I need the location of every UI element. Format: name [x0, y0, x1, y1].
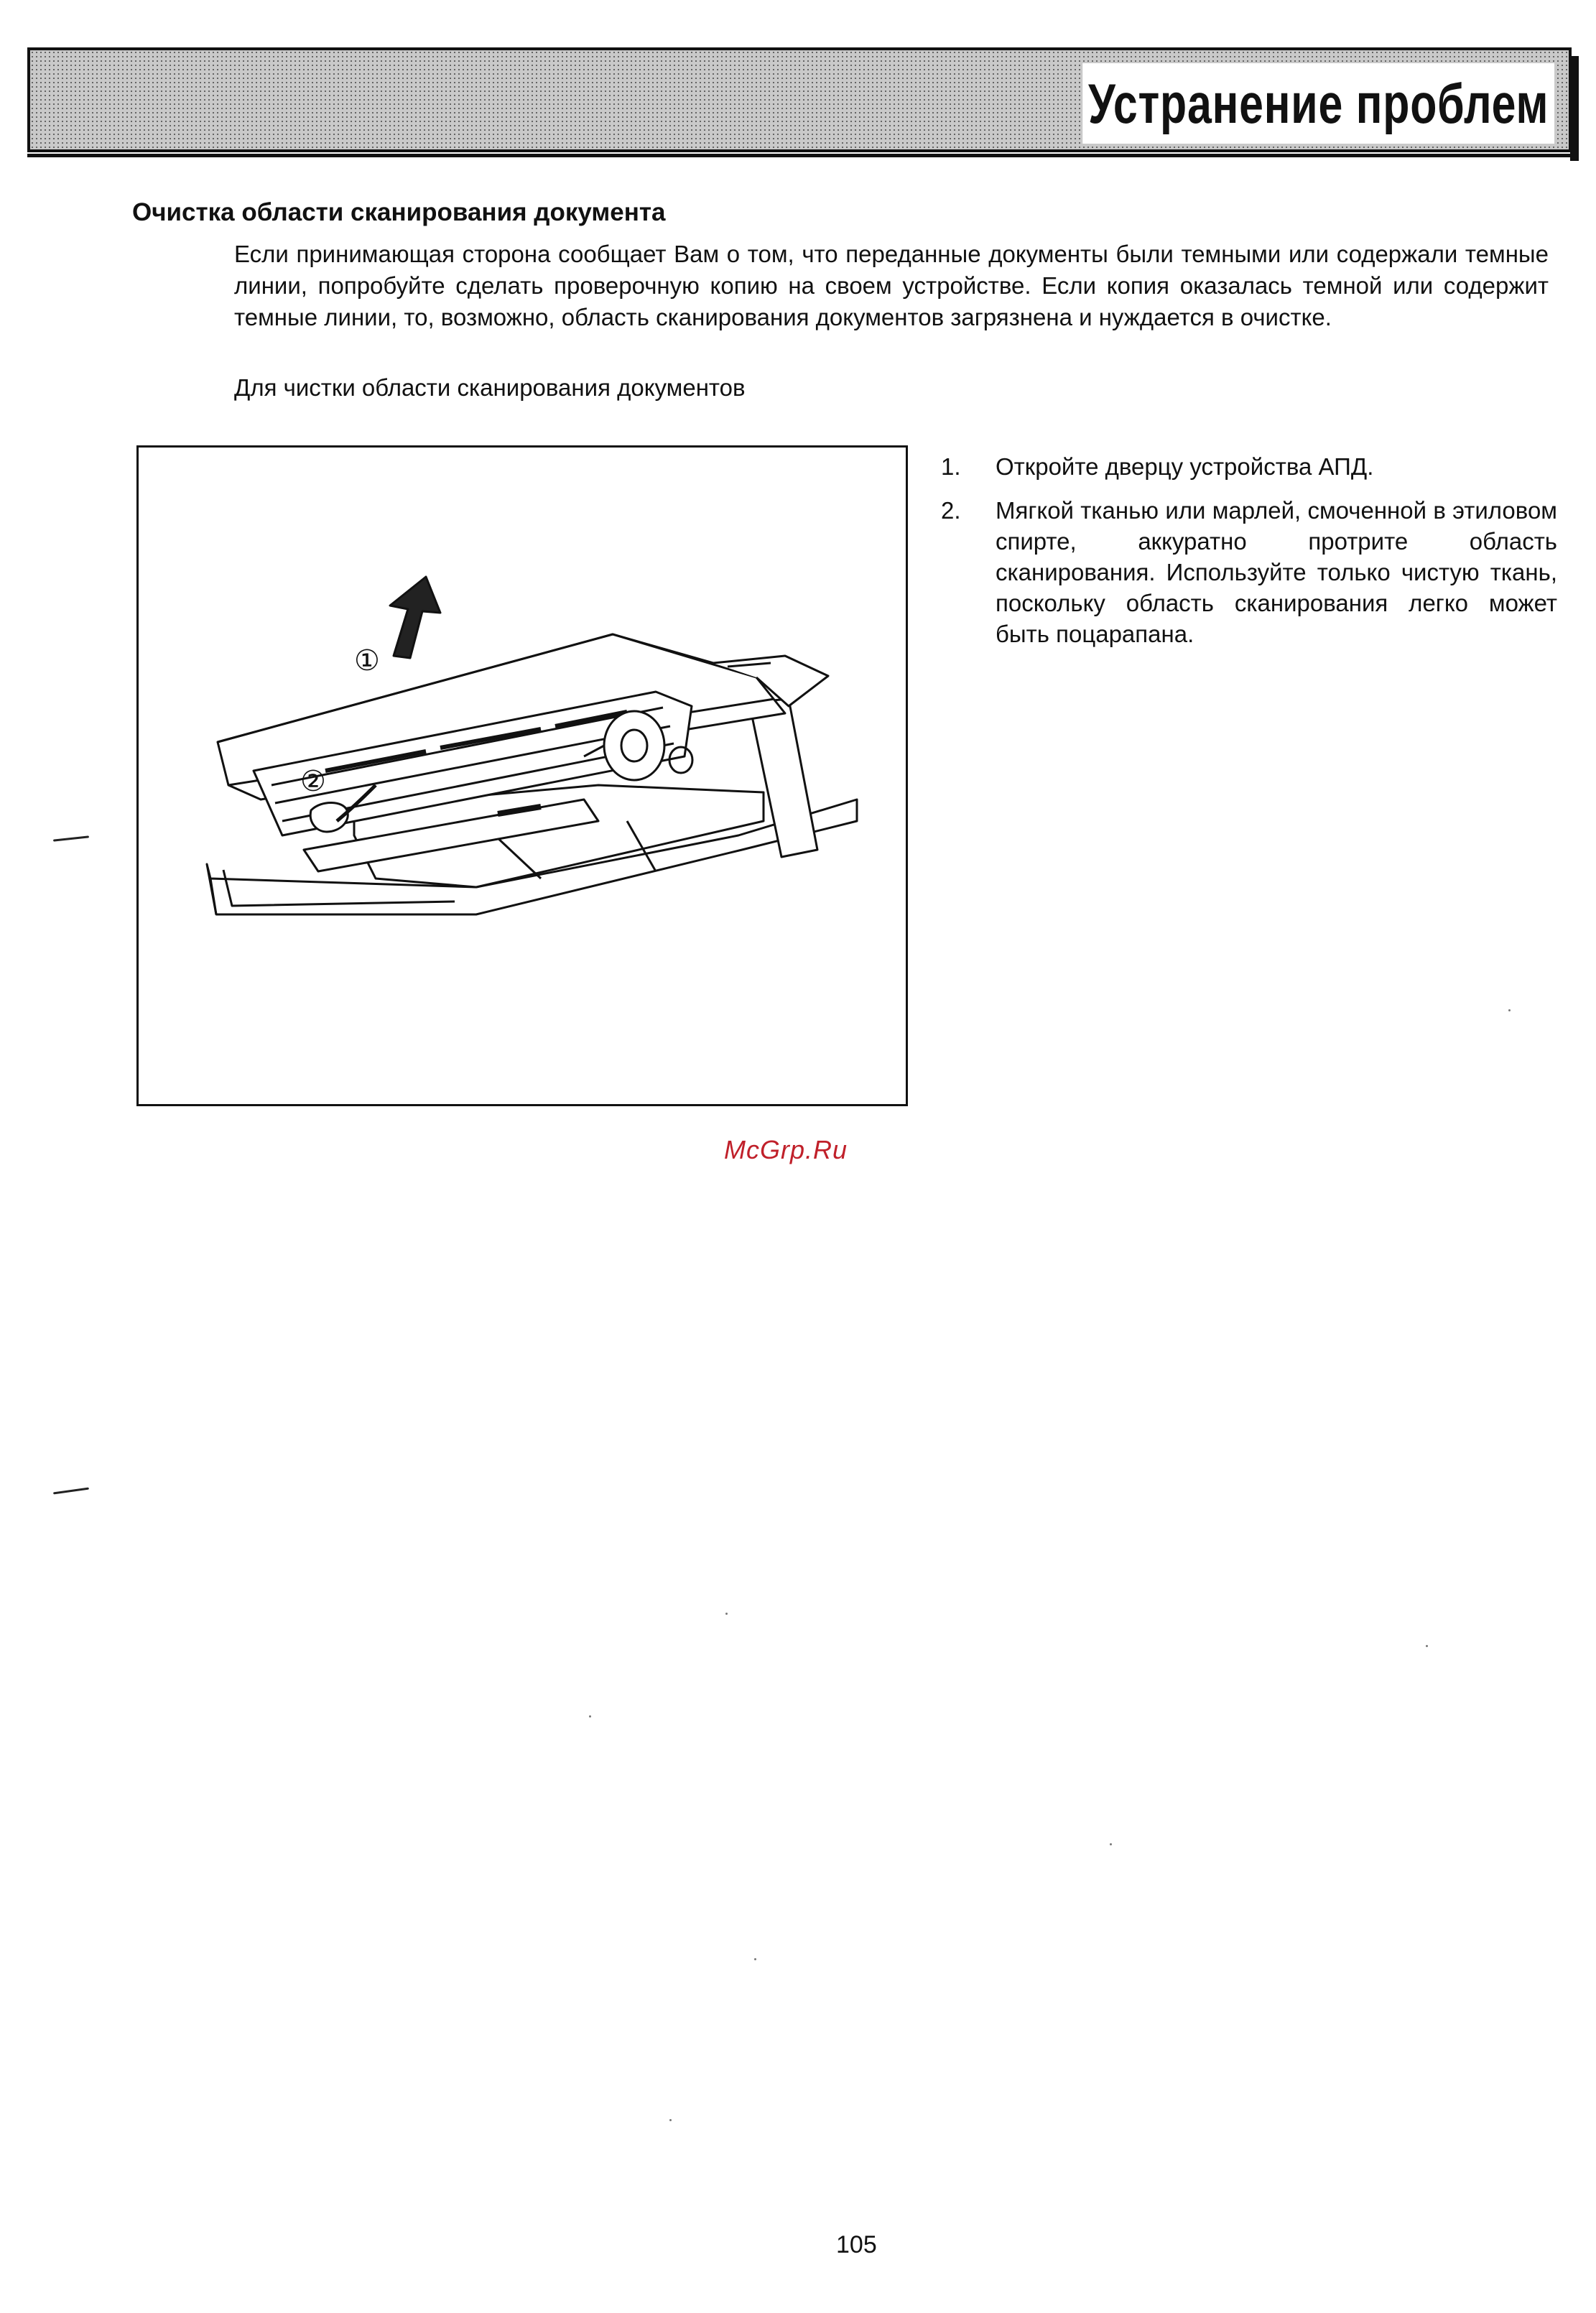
page-header-title: Устранение проблем [1082, 63, 1554, 144]
callout-2: ② [300, 766, 326, 797]
step-item [941, 451, 1557, 482]
scan-dot [1508, 1009, 1511, 1011]
scan-dot [1110, 1843, 1112, 1845]
header-band [27, 47, 1572, 152]
scan-dot [725, 1613, 728, 1615]
scan-dot [1426, 1645, 1428, 1647]
page-number: 105 [836, 2231, 877, 2258]
scan-mark [53, 1488, 89, 1495]
intro-paragraph: Если принимающая сторона сообщает Вам о том, что переданные документы были темными или содержали темные линии, попробуйте сделать проверочную копию на своем устройстве. Если копия оказалась темной или содержит темные линии, то, возможно, область сканирования документов загрязнена и нуждается в очистке. [234, 241, 1549, 330]
section-heading: Очистка области сканирования документа [132, 198, 666, 226]
adf-illustration [136, 445, 908, 1106]
step-text: Мягкой тканью или марлей, смоченной в этиловом спирте, аккуратно протрите область сканирования. Используйте только чистую ткань, поскольку область сканирования легко может быть поцарапана. [996, 497, 1557, 647]
step-text: Откройте дверцу устройства АПД. [996, 453, 1374, 480]
step-item [941, 495, 1557, 649]
scan-dot [754, 1958, 756, 1960]
adf-drawing [139, 448, 906, 1104]
header-rule [27, 154, 1572, 157]
procedure-lead: Для чистки области сканирования документов [234, 374, 746, 401]
callout-1: ① [354, 645, 380, 677]
steps-list [941, 451, 1557, 662]
watermark: McGrp.Ru [724, 1135, 848, 1164]
scan-dot [669, 2119, 672, 2121]
step-number: 1. [941, 453, 961, 480]
step-number: 2. [941, 497, 961, 524]
scan-mark [53, 835, 89, 841]
scan-dot [589, 1715, 591, 1718]
